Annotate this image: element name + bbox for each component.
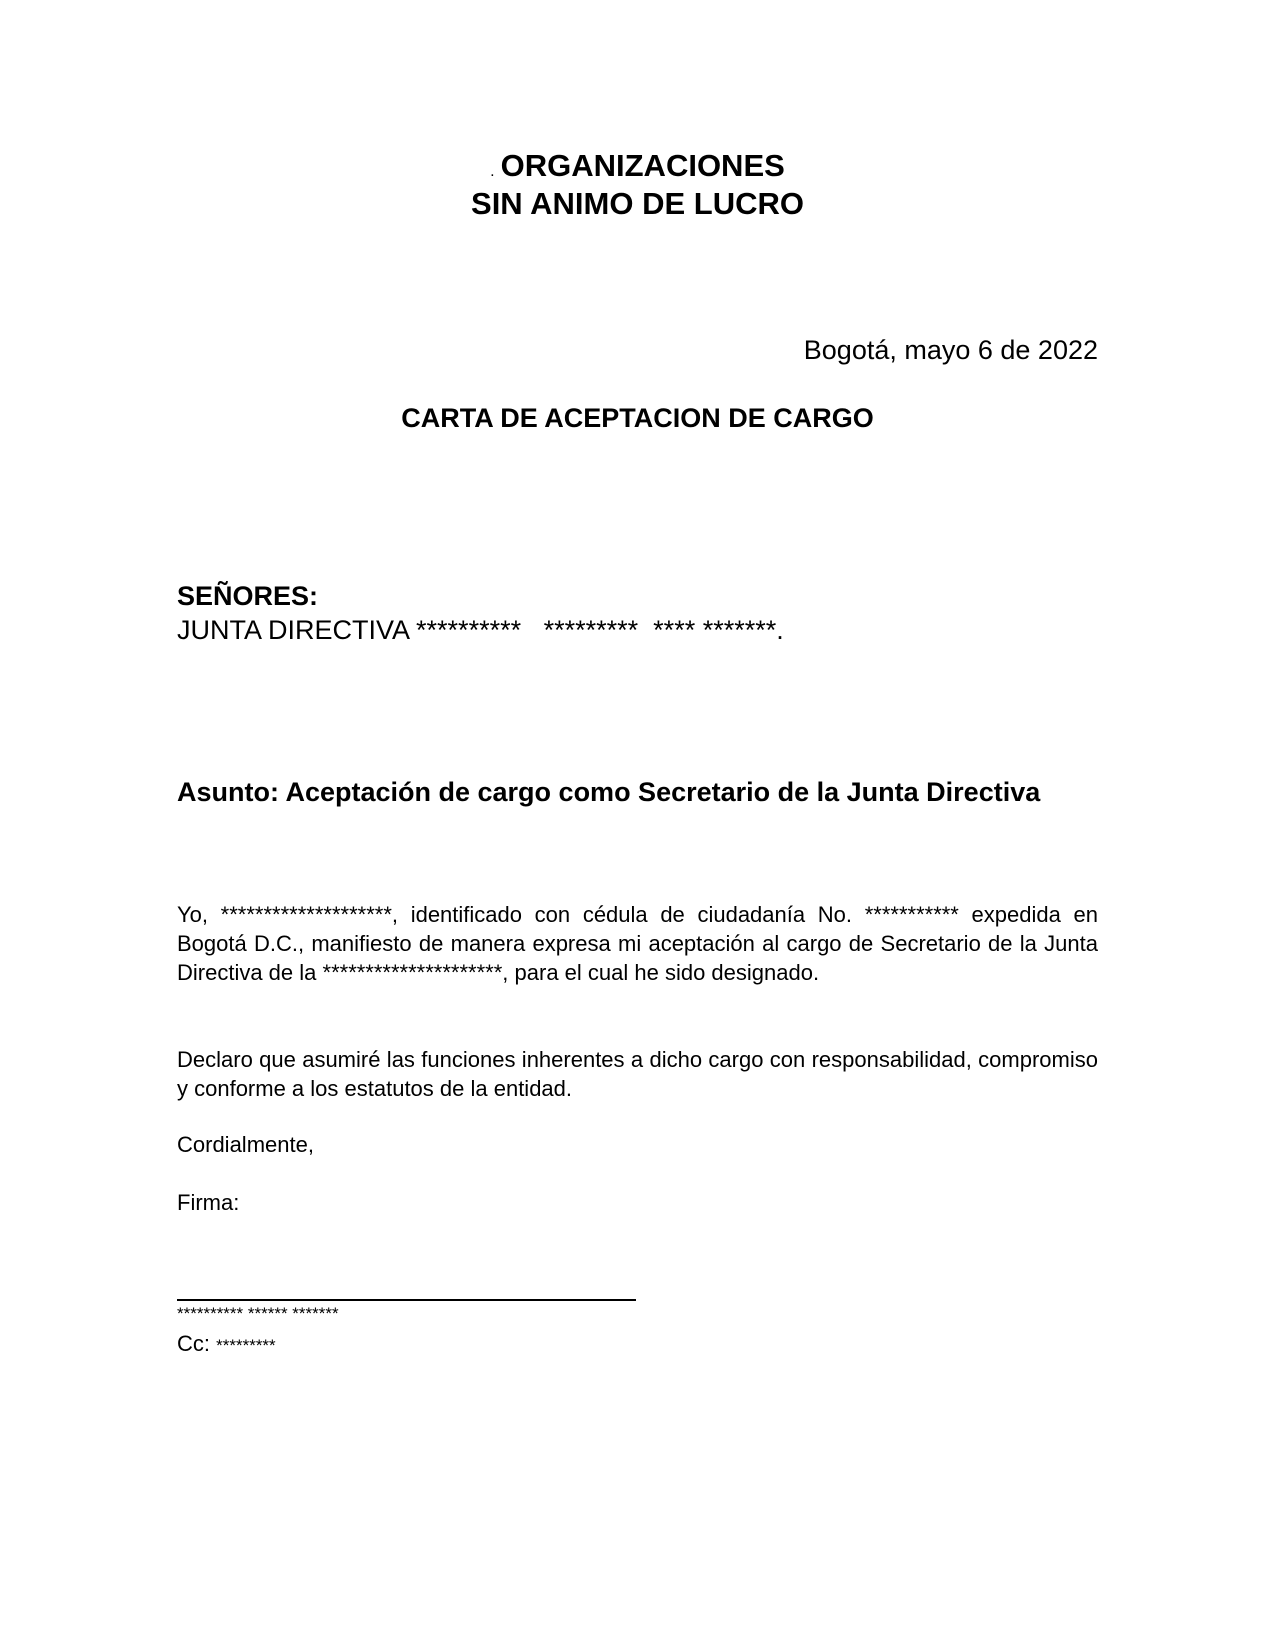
body-paragraph-2: Declaro que asumiré las funciones inherentes a dicho cargo con responsabilidad, compromiso y conforme a los estatutos de la entidad.: [177, 1047, 1098, 1101]
signature-line: [177, 1299, 636, 1301]
recipient-salutation: SEÑORES:: [177, 581, 319, 611]
closing-salutation: Cordialmente,: [177, 1132, 314, 1157]
signer-name: ********** ****** *******: [177, 1304, 339, 1323]
signer-id-label: Cc:: [177, 1331, 210, 1356]
organization-name: ORGANIZACIONES: [500, 148, 785, 183]
letter-date: Bogotá, mayo 6 de 2022: [803, 335, 1098, 365]
document-title: CARTA DE ACEPTACION DE CARGO: [401, 403, 874, 433]
organization-header-line2: SIN ANIMO DE LUCRO: [471, 186, 804, 221]
recipient-name: JUNTA DIRECTIVA ********** ********* **** *******.: [177, 615, 784, 645]
signer-id: [177, 1330, 1098, 1360]
letter-subject: Asunto: Aceptación de cargo como Secretario de la Junta Directiva: [177, 777, 1041, 807]
body-paragraph-1: Yo, ********************, identificado con cédula de ciudadanía No. *********** expedida en Bogotá D.C., manifiesto de manera expresa mi aceptación al cargo de Secretario de la Junta Directiva de la *********************, para el cual he sido designado.: [177, 902, 1098, 985]
signer-id-value: *********: [216, 1336, 276, 1355]
header-prefix-dot: .: [490, 163, 495, 180]
signature-label: Firma:: [177, 1190, 240, 1215]
